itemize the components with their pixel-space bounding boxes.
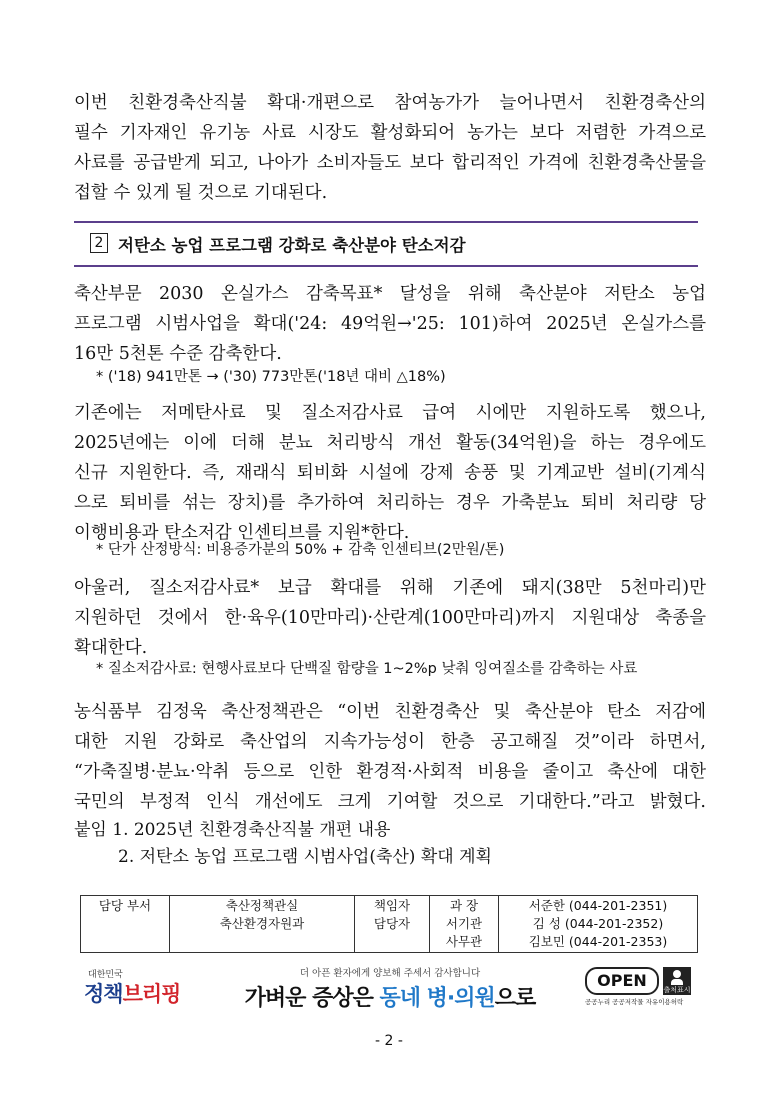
paragraph-manure-support bbox=[74, 398, 706, 548]
para3-line: 으로 퇴비를 섞는 장치)를 추가하여 처리하는 경우 가축분뇨 퇴비 처리량 당 bbox=[74, 493, 706, 513]
role-resp: 책임자 bbox=[373, 898, 411, 913]
attribution-label: 출처표시 bbox=[663, 986, 691, 994]
section-number: 2 bbox=[90, 233, 108, 253]
para2-line: 16만 5천톤 수준 감축한다. bbox=[74, 344, 282, 364]
role-staff: 담당자 bbox=[373, 916, 411, 931]
attachment-1: 붙임 1. 2025년 친환경축산직불 개편 내용 bbox=[74, 820, 391, 840]
role-cell bbox=[355, 896, 430, 953]
section-heading-box bbox=[74, 221, 698, 267]
title: 사무관 bbox=[445, 934, 483, 949]
paragraph-nitrogen-feed bbox=[74, 573, 706, 663]
para3-line: 기존에는 저메탄사료 및 질소저감사료 급여 시에만 지원하도록 했으나, bbox=[74, 403, 706, 423]
person: 김 성 (044-201-2352) bbox=[532, 916, 664, 931]
para1-line: 접할 수 있게 될 것으로 기대된다. bbox=[74, 183, 328, 203]
footnote-nitrogen-feed: * 질소저감사료: 현행사료보다 단백질 함량을 1~2%p 낮춰 잉여질소를 감축하는 사료 bbox=[96, 661, 638, 677]
paragraph-official-quote bbox=[74, 697, 706, 817]
open-label: OPEN bbox=[585, 967, 659, 995]
person-cell bbox=[499, 896, 698, 953]
para5-line: 국민의 부정적 인식 개선에도 크게 기여할 것으로 기대한다.”라고 밝혔다. bbox=[74, 792, 706, 812]
para3-line: 신규 지원한다. 즉, 재래식 퇴비화 시설에 강제 송풍 및 기계교반 설비(기계식 bbox=[74, 463, 706, 483]
campaign-subtext: 더 아픈 환자에게 양보해 주세서 감사합니다 bbox=[299, 968, 481, 979]
gov-logo-text: 정책브리핑 bbox=[84, 982, 181, 1006]
para2-line: 축산부문 2030 온실가스 감축목표* 달성을 위해 축산분야 저탄소 농업 bbox=[74, 284, 706, 304]
open-caption: 공공누리 공공저작물 자유이용허락 bbox=[585, 998, 684, 1006]
para1-line: 필수 기자재인 유기농 사료 시장도 활성화되어 농가는 보다 저렴한 가격으로 bbox=[74, 123, 706, 143]
gov-logo-small: 대한민국 bbox=[88, 970, 123, 980]
para2-line: 프로그램 시범사업을 확대('24: 49억원→'25: 101)하여 2025년 온실가스를 bbox=[74, 314, 706, 334]
attribution-icon bbox=[663, 967, 691, 995]
para4-line: 아울러, 질소저감사료* 보급 확대를 위해 기존에 돼지(38만 5천마리)만 bbox=[74, 578, 706, 598]
kogl-open-badge bbox=[585, 967, 697, 1007]
person: 김보민 (044-201-2353) bbox=[528, 934, 668, 949]
para3-line: 2025년에는 이에 더해 분뇨 처리방식 개선 활동(34억원)을 하는 경우에도 bbox=[74, 433, 706, 453]
paragraph-ghg-target bbox=[74, 279, 706, 369]
para1-line: 이번 친환경축산직불 확대·개편으로 참여농가가 늘어나면서 친환경축산의 bbox=[74, 93, 706, 113]
campaign-main: 가벼운 증상은 동네 병·의원으로 bbox=[244, 986, 536, 1011]
title: 서기관 bbox=[445, 916, 483, 931]
attachment-2: 2. 저탄소 농업 프로그램 시범사업(축산) 확대 계획 bbox=[118, 847, 492, 867]
title-cell bbox=[430, 896, 499, 953]
footnote-unit-price: * 단가 산정방식: 비용증가분의 50% + 감축 인센티브(2만원/톤) bbox=[96, 542, 505, 558]
para4-line: 확대한다. bbox=[74, 638, 148, 658]
person: 서준한 (044-201-2351) bbox=[528, 898, 668, 913]
paragraph-eco-livestock bbox=[74, 88, 706, 208]
policy-briefing-logo bbox=[80, 965, 195, 1009]
section-title: 저탄소 농업 프로그램 강화로 축산분야 탄소저감 bbox=[118, 236, 466, 255]
dept-cell bbox=[170, 896, 355, 953]
campaign-banner bbox=[220, 963, 560, 1011]
footnote-ghg: * ('18) 941만톤 → ('30) 773만톤('18년 대비 △18%) bbox=[96, 369, 446, 385]
para5-line: “가축질병·분뇨·악취 등으로 인한 환경적·사회적 비용을 줄이고 축산에 대한 bbox=[74, 762, 706, 782]
dept-name: 축산환경자원과 bbox=[219, 916, 305, 931]
para1-line: 사료를 공급받게 되고, 나아가 소비자들도 보다 합리적인 가격에 친환경축산물을 bbox=[74, 153, 706, 173]
para3-line: 이행비용과 탄소저감 인센티브를 지원*한다. bbox=[74, 523, 410, 543]
footer-banner bbox=[80, 963, 698, 1013]
page-number: - 2 - bbox=[375, 1033, 403, 1049]
para5-line: 농식품부 김정욱 축산정책관은 “이번 친환경축산 및 축산분야 탄소 저감에 bbox=[74, 702, 706, 722]
para4-line: 지원하던 것에서 한·육우(10만마리)·산란계(100만마리)까지 지원대상 축종을 bbox=[74, 608, 706, 628]
contact-table bbox=[80, 895, 698, 953]
para5-line: 대한 지원 강화로 축산업의 지속가능성이 한층 공고해질 것”이라 하면서, bbox=[74, 732, 706, 752]
dept-label: 담당 부서 bbox=[81, 896, 170, 953]
title: 과 장 bbox=[449, 898, 479, 913]
dept-name: 축산정책관실 bbox=[225, 898, 299, 913]
